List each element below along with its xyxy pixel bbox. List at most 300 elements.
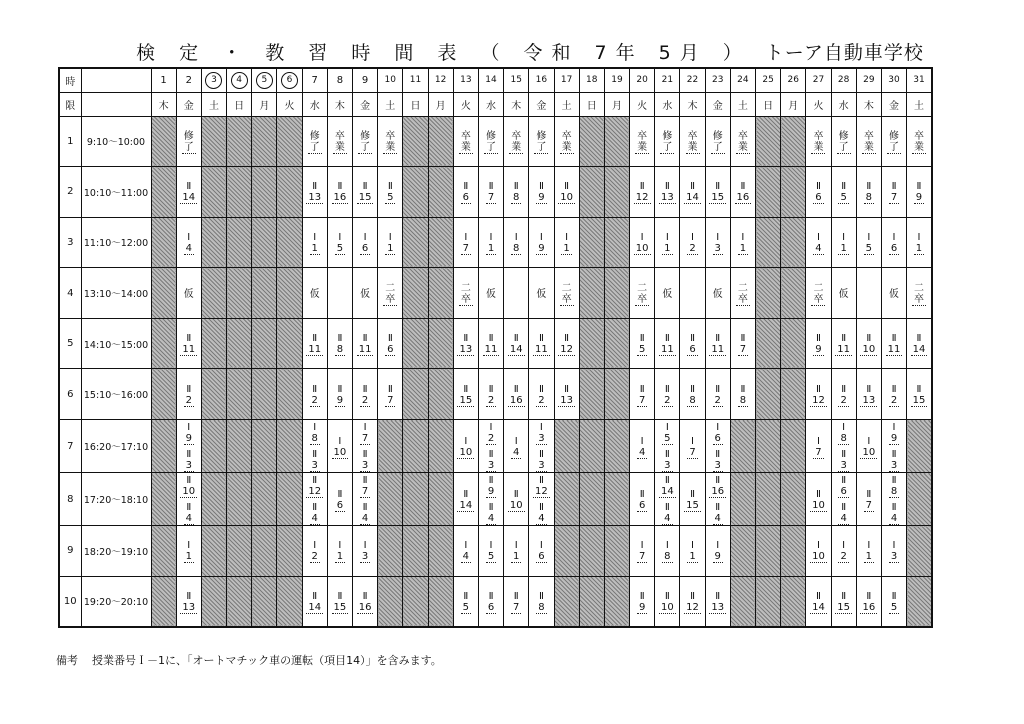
cell-text: 9 [915, 192, 923, 204]
cell-text: Ⅱ [639, 181, 645, 193]
cell-text: Ⅱ [664, 475, 670, 487]
no-class-cell [277, 576, 302, 627]
schedule-cell [176, 473, 201, 526]
cell-text: Ⅱ [866, 181, 872, 193]
cell-text: 仮 [536, 288, 547, 300]
schedule-cell [630, 473, 655, 526]
schedule-cell [730, 318, 755, 369]
cell-content [857, 589, 881, 614]
no-class-cell [151, 217, 176, 268]
cell-content [680, 129, 704, 154]
cell-content [529, 473, 553, 525]
schedule-cell [907, 217, 932, 268]
no-class-cell [151, 526, 176, 577]
schedule-cell [630, 369, 655, 420]
cell-content [832, 287, 856, 300]
cell-content [882, 589, 906, 614]
cell-content [857, 434, 881, 459]
no-class-cell [604, 318, 629, 369]
cell-text: Ⅰ [187, 231, 191, 243]
cell-content [806, 281, 830, 306]
date-header: 1 [151, 68, 176, 92]
schedule-cell [327, 167, 352, 218]
cell-text: 3 [714, 460, 721, 472]
cell-text: 卒 [813, 130, 824, 142]
no-class-cell [252, 116, 277, 167]
header-date-row [59, 68, 932, 92]
cell-content [630, 281, 654, 306]
cell-text: 3 [361, 460, 369, 472]
schedule-cell [302, 576, 327, 627]
cell-text: 9 [714, 551, 721, 563]
cell-text: 6 [487, 601, 495, 613]
period-number: 9 [59, 526, 81, 577]
schedule-cell [478, 526, 503, 577]
cell-text: 2 [538, 394, 545, 406]
no-class-cell [428, 268, 453, 319]
cell-text: 1 [689, 551, 696, 563]
cell-text: Ⅱ [488, 449, 494, 461]
schedule-cell [730, 116, 755, 167]
date-header: 15 [504, 68, 529, 92]
cell-text: Ⅱ [639, 383, 645, 395]
cell-text: Ⅱ [639, 590, 645, 602]
cell-text: 4 [185, 242, 192, 254]
cell-content [680, 487, 704, 512]
cell-content [479, 473, 503, 525]
schedule-cell [705, 217, 730, 268]
cell-text: 業 [813, 141, 824, 153]
schedule-cell [831, 116, 856, 167]
cell-text: Ⅱ [538, 449, 544, 461]
weekday-header: 日 [579, 92, 604, 116]
cell-content [907, 179, 931, 204]
cell-text: 7 [739, 344, 747, 356]
no-class-cell [151, 318, 176, 369]
schedule-cell [529, 318, 554, 369]
date-header: 9 [353, 68, 378, 92]
cell-text: 4 [462, 551, 470, 563]
cell-text: 14 [686, 192, 699, 204]
cell-text: 二 [813, 282, 824, 294]
cell-content [177, 129, 201, 154]
cell-content [454, 230, 478, 255]
cell-text: 5 [890, 601, 898, 613]
schedule-cell [881, 217, 906, 268]
no-class-cell [403, 526, 428, 577]
cell-content [832, 420, 856, 472]
cell-text: Ⅱ [488, 475, 494, 487]
schedule-cell [856, 217, 881, 268]
no-class-cell [781, 217, 806, 268]
schedule-cell [554, 318, 579, 369]
cell-text: 3 [538, 433, 545, 445]
schedule-cell [730, 268, 755, 319]
cell-text: Ⅰ [313, 540, 317, 552]
cell-text: Ⅰ [313, 422, 317, 434]
cell-text: 7 [638, 551, 646, 563]
no-class-cell [579, 167, 604, 218]
cell-text: Ⅱ [816, 590, 821, 602]
cell-content [529, 331, 553, 356]
cell-text: Ⅱ [664, 383, 670, 395]
cell-text: 14 [308, 601, 322, 613]
no-class-cell [554, 420, 579, 473]
weekday-header: 火 [630, 92, 655, 116]
cell-content [378, 281, 402, 306]
cell-content [806, 382, 830, 407]
no-class-cell [252, 576, 277, 627]
cell-content [454, 179, 478, 204]
cell-content [655, 382, 679, 407]
cell-content [504, 230, 528, 255]
cell-text: Ⅰ [691, 231, 694, 243]
cell-text: 9 [487, 486, 495, 498]
cell-content [655, 538, 679, 563]
no-class-cell [277, 318, 302, 369]
cell-content [454, 281, 478, 306]
cell-text: 修 [309, 130, 320, 142]
date-header: 17 [554, 68, 579, 92]
cell-text: 12 [686, 601, 699, 613]
cell-text: Ⅰ [665, 231, 669, 243]
schedule-cell [378, 268, 403, 319]
cell-text: 16 [736, 192, 750, 204]
cell-content [353, 420, 377, 472]
schedule-cell [630, 526, 655, 577]
cell-text: 7 [361, 433, 369, 445]
cell-content [504, 434, 528, 459]
schedule-cell [655, 116, 680, 167]
period-time: 9:10～10:00 [81, 116, 151, 167]
cell-content [555, 281, 579, 306]
schedule-cell [907, 268, 932, 319]
cell-content [832, 230, 856, 255]
cell-text: 5 [664, 433, 671, 445]
schedule-cell [378, 167, 403, 218]
no-class-cell [428, 369, 453, 420]
cell-content [832, 179, 856, 204]
schedule-cell [353, 318, 378, 369]
cell-text: 業 [913, 141, 924, 153]
cell-text: 卒 [334, 130, 345, 142]
date-header: 25 [756, 68, 781, 92]
cell-text: Ⅱ [362, 333, 368, 345]
cell-text: 2 [311, 551, 318, 563]
cell-text: 16 [711, 486, 725, 498]
cell-text: 13 [182, 601, 196, 613]
cell-content [504, 179, 528, 204]
no-class-cell [201, 217, 226, 268]
cell-text: 9 [185, 433, 192, 445]
cell-text: Ⅱ [816, 181, 821, 193]
cell-text: Ⅱ [488, 383, 494, 395]
cell-content [655, 129, 679, 154]
title-main: 検 定 ・ 教 習 時 間 表 （ 令和 7年 5月 ） [136, 42, 751, 64]
weekday-header: 日 [227, 92, 252, 116]
cell-content [504, 589, 528, 614]
schedule-cell [176, 526, 201, 577]
cell-text: Ⅱ [664, 502, 670, 514]
cell-text: Ⅱ [186, 383, 192, 395]
cell-text: 15 [459, 394, 473, 406]
schedule-cell [856, 526, 881, 577]
schedule-cell [831, 526, 856, 577]
cell-text: 7 [387, 394, 394, 406]
no-class-cell [907, 473, 932, 526]
cell-text: Ⅱ [891, 181, 897, 193]
cell-text: 業 [511, 141, 522, 153]
cell-text: Ⅱ [362, 181, 368, 193]
cell-text: 8 [538, 601, 545, 613]
weekday-header: 木 [151, 92, 176, 116]
cell-content [303, 538, 327, 563]
schedule-cell [630, 268, 655, 319]
no-class-cell [781, 420, 806, 473]
schedule-cell [806, 268, 831, 319]
schedule-cell [353, 167, 378, 218]
cell-text: 仮 [360, 288, 371, 300]
cell-text: 8 [689, 394, 696, 406]
cell-content [479, 538, 503, 563]
cell-content [832, 589, 856, 614]
schedule-cell [806, 369, 831, 420]
cell-text: 仮 [838, 288, 849, 300]
no-class-cell [201, 116, 226, 167]
schedule-cell [327, 268, 352, 319]
cell-text: Ⅰ [892, 540, 896, 552]
cell-text: Ⅰ [816, 435, 820, 447]
cell-text: 13 [711, 601, 725, 613]
cell-text: 8 [311, 433, 318, 445]
schedule-cell [327, 473, 352, 526]
cell-text: Ⅰ [187, 422, 191, 434]
schedule-cell [806, 167, 831, 218]
cell-text: 7 [689, 446, 696, 458]
cell-text: 14 [509, 344, 523, 356]
weekday-header: 土 [907, 92, 932, 116]
cell-content [353, 382, 377, 407]
schedule-cell [655, 420, 680, 473]
cell-text: 二 [637, 282, 648, 294]
schedule-cell [680, 526, 705, 577]
cell-content [706, 589, 730, 614]
schedule-cell [453, 268, 478, 319]
cell-text: Ⅰ [842, 422, 846, 434]
cell-text: Ⅰ [464, 435, 468, 447]
cell-content [680, 331, 704, 356]
cell-text: 卒 [561, 130, 572, 142]
cell-text: 8 [865, 192, 873, 204]
cell-text: 4 [513, 446, 520, 458]
cell-text: Ⅱ [488, 502, 494, 514]
cell-content [328, 434, 352, 459]
no-class-cell [554, 526, 579, 577]
cell-text: 修 [662, 130, 673, 142]
cell-content [630, 129, 654, 154]
cell-text: 了 [183, 141, 194, 153]
cell-text: 1 [915, 242, 923, 254]
no-class-cell [151, 268, 176, 319]
date-header: 29 [856, 68, 881, 92]
cell-text: 7 [462, 242, 470, 254]
cell-text: 6 [638, 499, 646, 511]
cell-content [857, 129, 881, 154]
cell-content [806, 434, 830, 459]
cell-text: 了 [309, 141, 320, 153]
cell-content [454, 382, 478, 407]
cell-text: 二 [561, 282, 572, 294]
cell-text: 3 [185, 460, 192, 472]
cell-text: 了 [536, 141, 547, 153]
schedule-cell [856, 167, 881, 218]
cell-text: Ⅰ [338, 435, 342, 447]
cell-content [303, 382, 327, 407]
schedule-cell [705, 116, 730, 167]
cell-content [555, 331, 579, 356]
cell-text: 7 [513, 601, 520, 613]
cell-text: Ⅰ [842, 231, 846, 243]
cell-text: 業 [863, 141, 874, 153]
period-time: 17:20～18:10 [81, 473, 151, 526]
cell-text: Ⅱ [816, 383, 821, 395]
schedule-cell [856, 116, 881, 167]
cell-content [378, 382, 402, 407]
date-header: 12 [428, 68, 453, 92]
period-row [59, 268, 932, 319]
no-class-cell [604, 268, 629, 319]
date-header: 26 [781, 68, 806, 92]
cell-text: 業 [687, 141, 698, 153]
cell-text: Ⅱ [538, 383, 544, 395]
schedule-cell [806, 420, 831, 473]
cell-text: Ⅰ [464, 231, 468, 243]
cell-content [832, 538, 856, 563]
cell-text: Ⅰ [716, 540, 720, 552]
cell-text: 10 [182, 486, 196, 498]
schedule-cell [529, 268, 554, 319]
cell-text: 6 [714, 433, 721, 445]
cell-content [353, 230, 377, 255]
cell-content [907, 281, 931, 306]
cell-text: 2 [185, 394, 192, 406]
page-title [120, 38, 940, 65]
cell-text: 4 [815, 242, 822, 254]
cell-text: 卒 [913, 130, 924, 142]
cell-content [706, 538, 730, 563]
cell-text: 1 [865, 551, 873, 563]
schedule-cell [630, 318, 655, 369]
time-header-blank [81, 68, 151, 92]
cell-text: 15 [912, 394, 926, 406]
schedule-cell [680, 116, 705, 167]
cell-content [529, 230, 553, 255]
cell-text: 8 [890, 486, 898, 498]
schedule-cell [831, 420, 856, 473]
cell-text: Ⅰ [565, 231, 569, 243]
no-class-cell [403, 420, 428, 473]
schedule-cell [504, 268, 529, 319]
schedule-cell [856, 268, 881, 319]
no-class-cell [151, 167, 176, 218]
period-row [59, 369, 932, 420]
cell-content [882, 129, 906, 154]
period-number: 1 [59, 116, 81, 167]
schedule-cell [478, 268, 503, 319]
cell-text: Ⅱ [387, 181, 393, 193]
cell-content [731, 129, 755, 154]
schedule-cell [529, 217, 554, 268]
weekday-header: 火 [806, 92, 831, 116]
cell-text: 3 [890, 460, 898, 472]
cell-content [832, 473, 856, 525]
no-class-cell [277, 420, 302, 473]
cell-content [177, 179, 201, 204]
cell-content [680, 382, 704, 407]
cell-content [655, 473, 679, 525]
schedule-cell [680, 167, 705, 218]
cell-text: Ⅱ [463, 383, 469, 395]
schedule-cell [302, 369, 327, 420]
cell-text: 了 [360, 141, 371, 153]
no-class-cell [730, 576, 755, 627]
cell-text: 5 [840, 192, 847, 204]
cell-text: 卒 [913, 293, 924, 305]
cell-text: 卒 [737, 293, 748, 305]
cell-text: 修 [486, 130, 497, 142]
cell-text: 12 [635, 192, 649, 204]
cell-content [882, 420, 906, 472]
schedule-cell [730, 217, 755, 268]
cell-content [806, 589, 830, 614]
cell-text: Ⅱ [337, 590, 343, 602]
schedule-cell [806, 576, 831, 627]
no-class-cell [151, 369, 176, 420]
cell-content [630, 538, 654, 563]
date-header [227, 68, 252, 92]
period-time: 11:10～12:00 [81, 217, 151, 268]
schedule-cell [302, 526, 327, 577]
cell-content [328, 179, 352, 204]
school-name: トーア自動車学校 [764, 42, 924, 64]
remarks [56, 652, 442, 668]
weekday-header: 水 [655, 92, 680, 116]
cell-text: 了 [889, 141, 900, 153]
cell-text: Ⅱ [816, 488, 821, 500]
weekday-header: 金 [705, 92, 730, 116]
date-header: 30 [881, 68, 906, 92]
cell-text: 7 [815, 446, 822, 458]
schedule-cell [453, 576, 478, 627]
cell-content [504, 292, 528, 294]
no-class-cell [252, 217, 277, 268]
cell-content [454, 589, 478, 614]
cell-text: Ⅰ [464, 540, 468, 552]
period-row [59, 116, 932, 167]
cell-text: 6 [361, 242, 369, 254]
cell-text: 15 [358, 192, 372, 204]
no-class-cell [428, 576, 453, 627]
cell-content [454, 538, 478, 563]
cell-text: 卒 [637, 293, 648, 305]
cell-text: 5 [865, 242, 873, 254]
schedule-cell [529, 420, 554, 473]
cell-content [177, 473, 201, 525]
cell-text: 修 [360, 130, 371, 142]
cell-content [328, 538, 352, 563]
cell-text: 卒 [687, 130, 698, 142]
cell-text: Ⅱ [312, 475, 318, 487]
